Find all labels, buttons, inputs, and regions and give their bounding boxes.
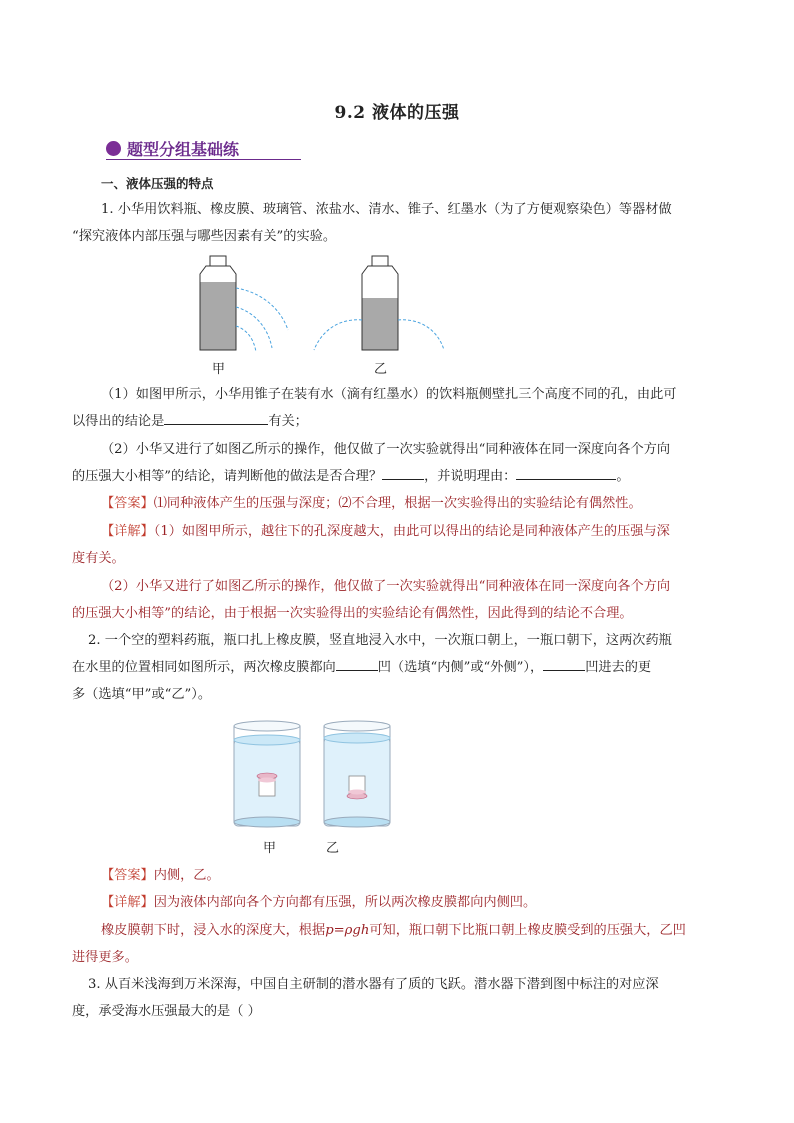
q3-line2: 度，承受海水压强最大的是（ ）: [72, 1004, 261, 1019]
beaker-jia: [234, 721, 300, 827]
q2-figure: [228, 718, 398, 833]
q1-part1-line1: （1）如图甲所示，小华用锥子在装有水（滴有红墨水）的饮料瓶侧壁扎三个高度不同的孔，由此可: [101, 387, 677, 402]
q1-line2: “探究液体内部压强与哪些因素有关”的实验。: [72, 229, 337, 244]
q2-line1: 2. 一个空的塑料药瓶，瓶口扎上橡皮膜，竖直地浸入水中，一次瓶口朝上，一瓶口朝下，这两次药瓶: [88, 633, 672, 648]
bottle-jia: [200, 256, 288, 352]
subsection-title: 一、液体压强的特点: [101, 176, 214, 191]
page-title: 9.2 液体的压强: [334, 103, 460, 123]
q1-part2-line1: （2）小华又进行了如图乙所示的操作，他仅做了一次实验就得出“同种液体在同一深度向各个方向: [101, 442, 671, 457]
q1-blank-1[interactable]: [164, 410, 268, 425]
answer-tag: 【答案】: [101, 868, 154, 883]
q2-fig-label-jia: 甲: [263, 841, 277, 856]
q1-detail-line1: 【详解】（1）如图甲所示，越往下的孔深度越大，由此可以得出的结论是同种液体产生的压强与深: [101, 524, 670, 539]
q2-fig-label-yi: 乙: [326, 841, 340, 856]
q1-figure: [190, 252, 460, 372]
q2-detail-line3: 进得更多。: [72, 950, 138, 965]
q2-line3: 多（选填“甲”或“乙”）。: [72, 687, 212, 702]
q2-blank-2[interactable]: [543, 656, 585, 671]
section-heading: [106, 137, 301, 160]
bottle-yi: [314, 256, 444, 350]
beaker-yi: [324, 721, 390, 827]
q1-fig-label-yi: 乙: [374, 362, 388, 377]
q3-line1: 3. 从百米浅海到万米深海，中国自主研制的潜水器有了质的飞跃。潜水器下潜到图中标注的对应深: [88, 977, 659, 992]
q2-answer: 【答案】内侧，乙。: [101, 868, 220, 883]
q2-blank-1[interactable]: [336, 656, 378, 671]
q2-line2: 在水里的位置相同如图所示，两次橡皮膜都向 凹（选填“内侧”或“外侧”）， 凹进去的更: [72, 654, 722, 681]
detail-tag: 【详解】: [101, 524, 154, 539]
detail-tag: 【详解】: [101, 895, 154, 910]
q1-line1: 1. 小华用饮料瓶、橡皮膜、玻璃管、浓盐水、清水、锥子、红墨水（为了方便观察染色）等器材做: [101, 202, 672, 217]
q1-part1-line2: 以得出的结论是 有关；: [72, 408, 722, 435]
q1-part2-line2: 的压强大小相等”的结论，请判断他的做法是否合理？ ，并说明理由： 。: [72, 463, 722, 490]
q1-detail-line2: 度有关。: [72, 551, 125, 566]
section-heading-text: 题型分组基础练: [127, 139, 240, 159]
q2-detail-line1: 【详解】因为液体内部向各个方向都有压强，所以两次橡皮膜都向内侧凹。: [101, 895, 537, 910]
formula: p=ρgh: [325, 923, 370, 938]
q2-detail-line2: 橡皮膜朝下时，浸入水的深度大，根据p=ρgh可知，瓶口朝下比瓶口朝上橡皮膜受到的压强大，乙凹: [101, 923, 686, 938]
q1-detail-line3: （2）小华又进行了如图乙所示的操作，他仅做了一次实验就得出“同种液体在同一深度向各个方向: [101, 579, 671, 594]
q1-answer: 【答案】⑴同种液体产生的压强与深度；⑵不合理，根据一次实验得出的实验结论有偶然性。: [101, 496, 642, 511]
q1-blank-2[interactable]: [382, 465, 424, 480]
q1-detail-line4: 的压强大小相等”的结论，由于根据一次实验得出的实验结论有偶然性，因此得到的结论不合理。: [72, 606, 633, 621]
bullet-dot-icon: [106, 141, 121, 156]
q1-fig-label-jia: 甲: [212, 362, 226, 377]
q1-blank-3[interactable]: [516, 465, 616, 480]
answer-tag: 【答案】: [101, 496, 154, 511]
